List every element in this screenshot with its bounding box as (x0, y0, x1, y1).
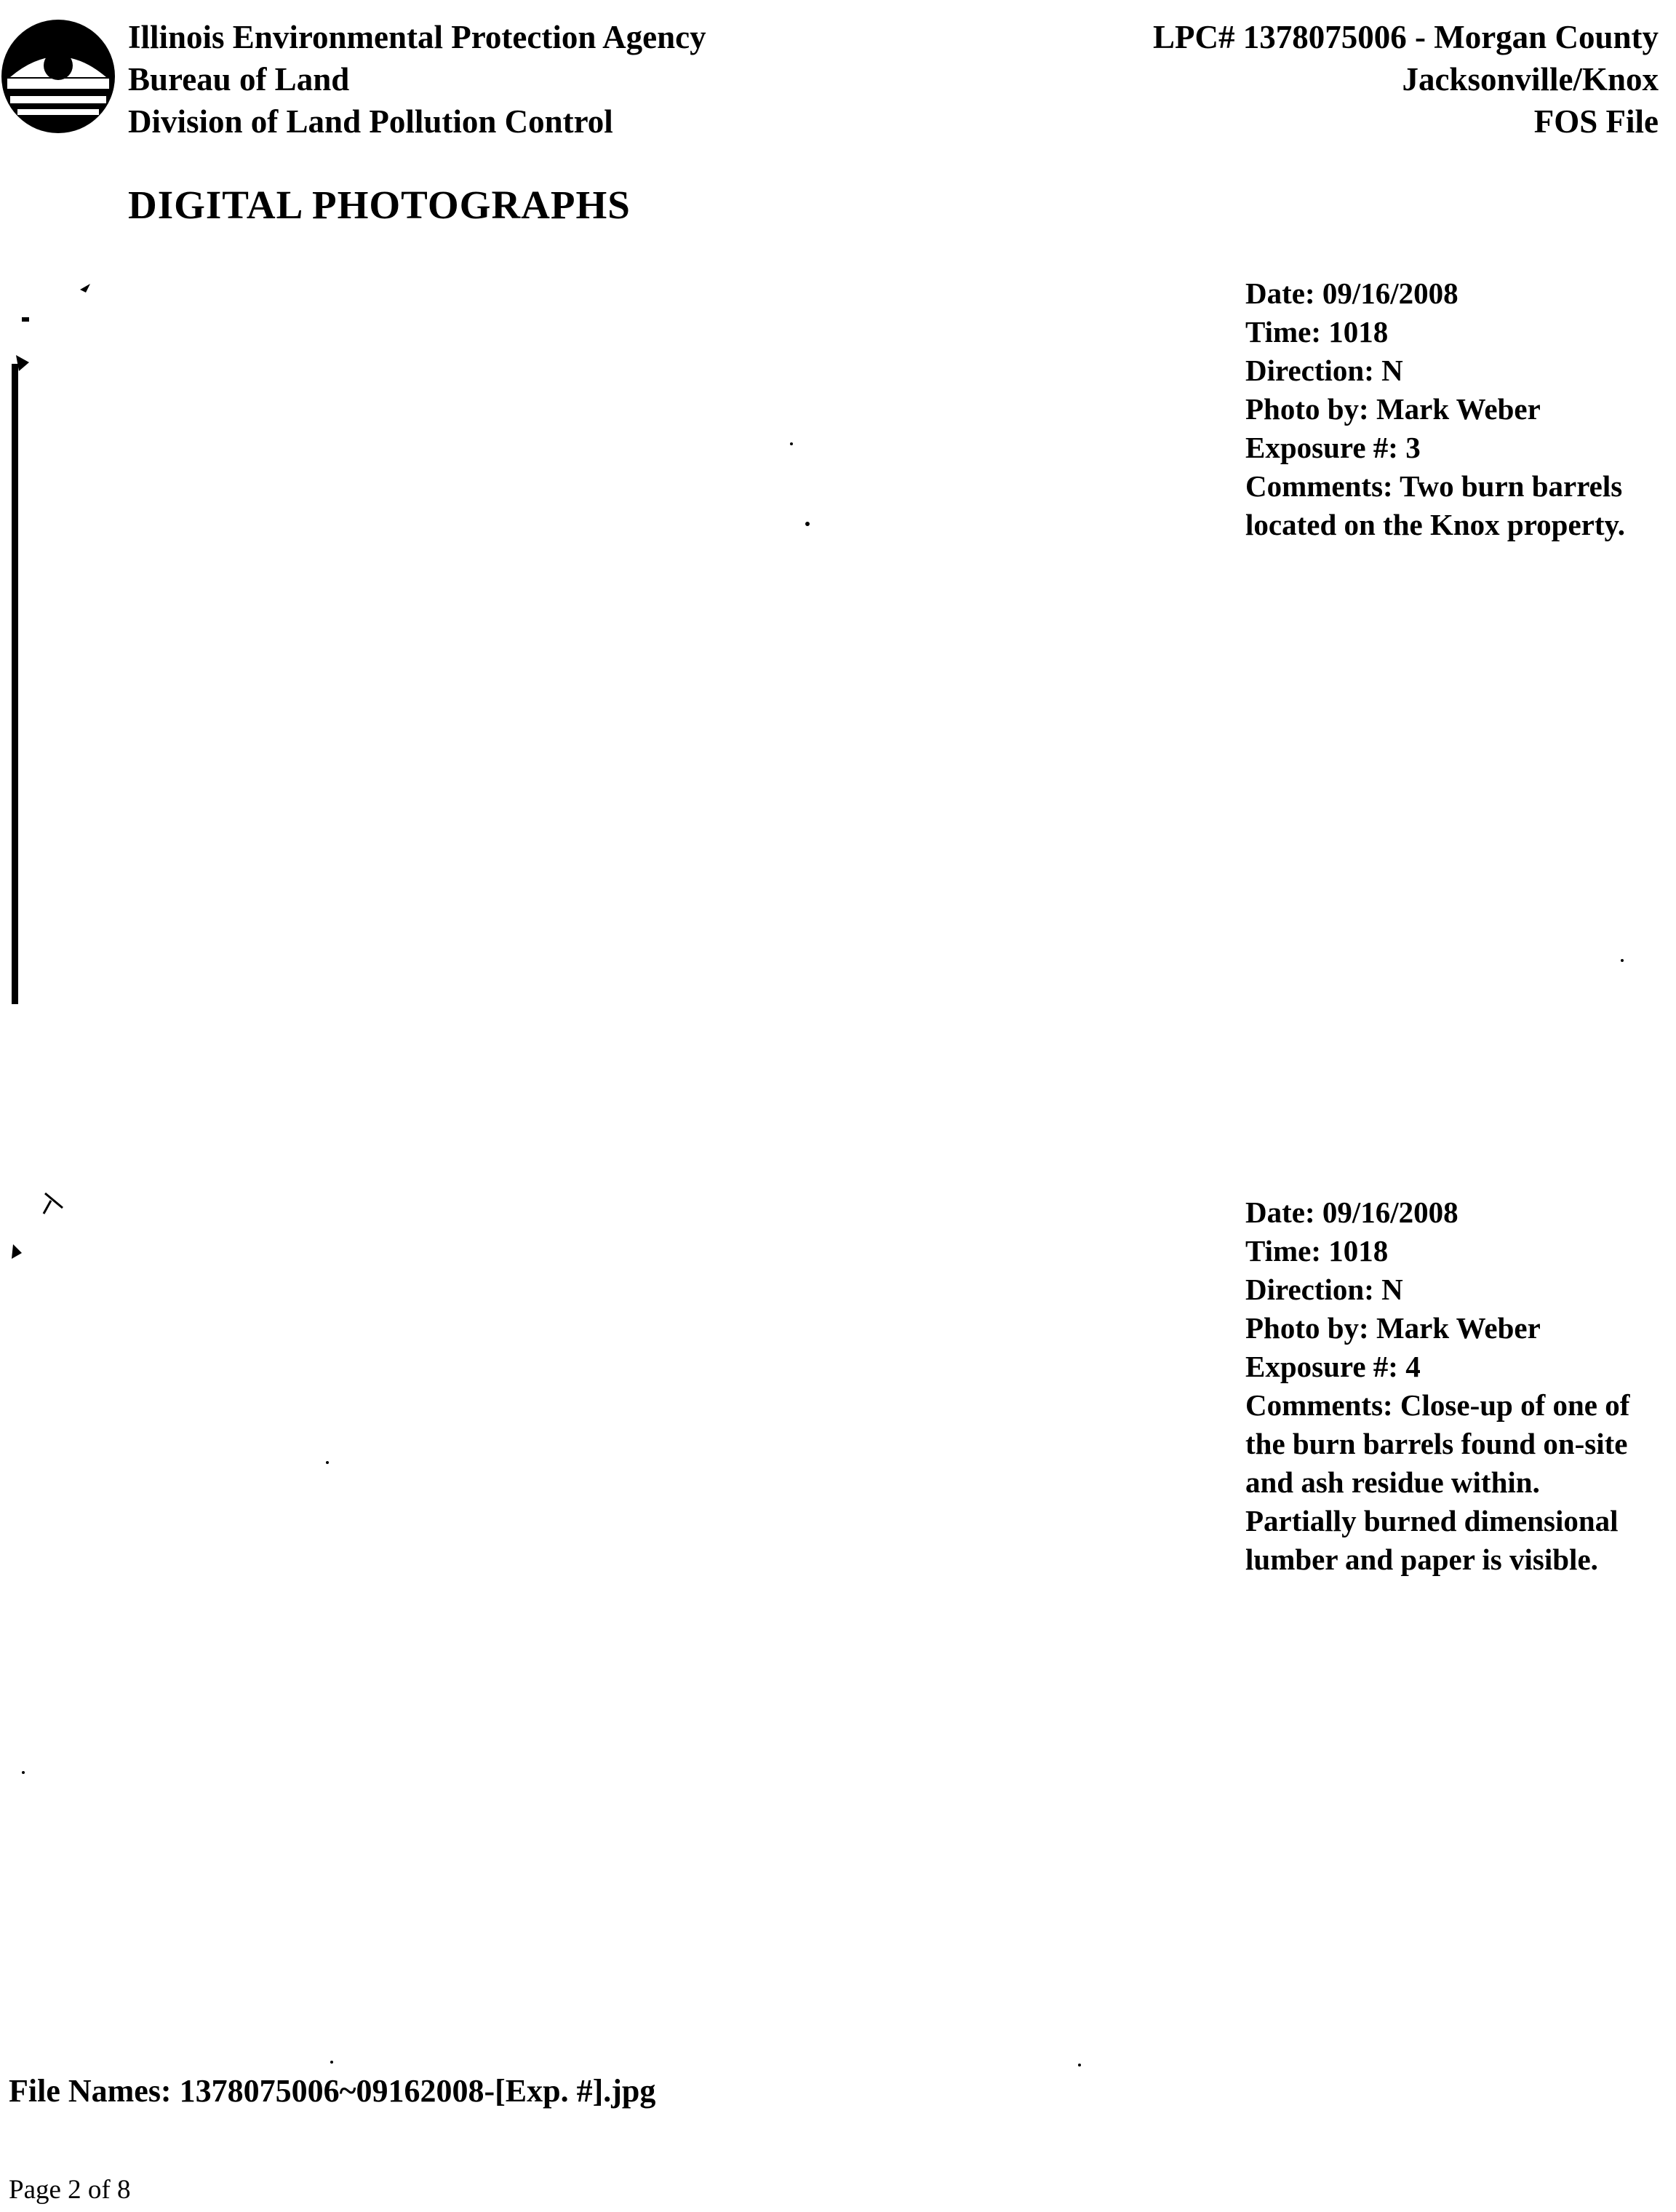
file-names: File Names: 1378075006~09162008-[Exp. #].jpg (9, 2073, 656, 2109)
photo-caption-2 (1245, 1193, 1653, 1579)
page-title: DIGITAL PHOTOGRAPHS (128, 183, 631, 227)
lpc-number: LPC# 1378075006 - Morgan County (1153, 19, 1659, 55)
photo-comments: Comments: Close-up of one of the burn barrels found on-site and ash residue within. Partially burned dimensional lumber and paper is visible. (1245, 1388, 1630, 1576)
photo-date: Date: 09/16/2008 (1245, 1195, 1458, 1229)
photo-time: Time: 1018 (1245, 1234, 1389, 1268)
site-header (1153, 16, 1659, 143)
photo-caption-1 (1245, 274, 1653, 544)
file-type: FOS File (1533, 103, 1659, 140)
agency-header (128, 16, 706, 143)
photo-direction: Direction: N (1245, 354, 1403, 387)
bureau-name: Bureau of Land (128, 61, 350, 98)
photo-by: Photo by: Mark Weber (1245, 392, 1541, 426)
photo-exposure: Exposure #: 4 (1245, 1350, 1421, 1383)
photo-time: Time: 1018 (1245, 315, 1389, 349)
photo-comments: Comments: Two burn barrels located on the Knox property. (1245, 469, 1625, 541)
photo-by: Photo by: Mark Weber (1245, 1311, 1541, 1345)
photo-direction: Direction: N (1245, 1273, 1403, 1306)
page-number: Page 2 of 8 (9, 2175, 131, 2205)
photo-date: Date: 09/16/2008 (1245, 276, 1458, 310)
photo-exposure: Exposure #: 3 (1245, 431, 1421, 464)
site-name: Jacksonville/Knox (1402, 61, 1659, 98)
division-name: Division of Land Pollution Control (128, 103, 613, 140)
agency-name: Illinois Environmental Protection Agency (128, 19, 706, 55)
iepa-logo-icon (0, 15, 116, 138)
